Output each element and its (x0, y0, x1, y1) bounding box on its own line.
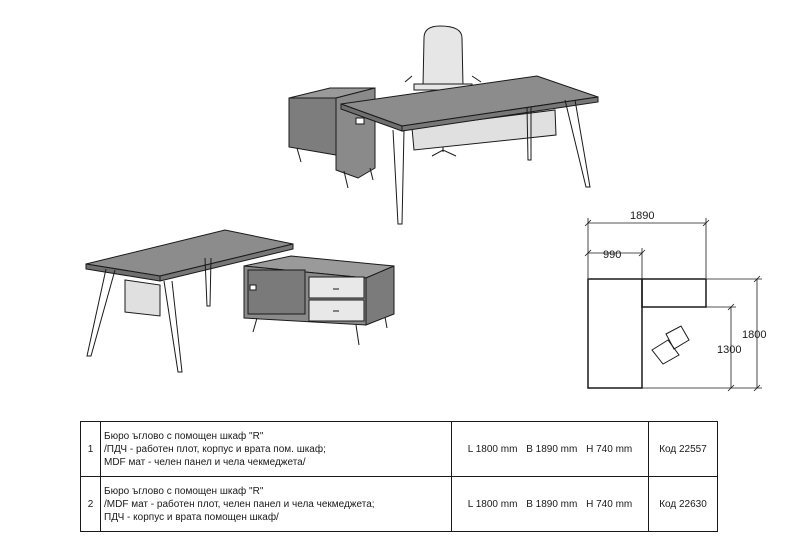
height-value: H 740 mm (586, 498, 633, 510)
dim-label-1300: 1300 (717, 344, 742, 356)
row-number: 2 (81, 477, 101, 532)
width-value: B 1890 mm (526, 498, 578, 510)
product-title: Бюро ъглово с помощен шкаф "R" (104, 485, 264, 497)
product-material-line: /MDF мат - работен плот, челен панел и чела чекмеджета; (104, 498, 375, 510)
product-material-line: MDF мат - челен панел и чела чекмеджета/ (104, 456, 306, 468)
length-value: L 1800 mm (467, 498, 518, 510)
dimension-width-total (585, 218, 709, 278)
product-spec-table (80, 421, 718, 532)
width-value: B 1890 mm (526, 443, 578, 455)
product-material-line: /ПДЧ - работен плот, корпус и врата пом. шкаф; (104, 443, 326, 455)
desk-view-front (86, 230, 394, 372)
plan-desk (588, 279, 642, 388)
product-material-line: ПДЧ - корпус и врата помощен шкаф/ (104, 511, 279, 523)
product-title: Бюро ъглово с помощен шкаф "R" (104, 430, 264, 442)
plan-return (642, 279, 706, 307)
table-row (81, 422, 718, 477)
plan-chair-icon (652, 326, 689, 364)
product-code: Код 22557 (649, 422, 718, 477)
table-row (81, 477, 718, 532)
desk-view-back (289, 26, 598, 224)
product-description (101, 422, 452, 477)
dim-label-1800: 1800 (742, 329, 767, 341)
product-description (101, 477, 452, 532)
product-dimensions (452, 422, 649, 477)
dim-label-990: 990 (603, 249, 622, 261)
credenza (244, 256, 394, 345)
row-number: 1 (81, 422, 101, 477)
length-value: L 1800 mm (467, 443, 518, 455)
product-code: Код 22630 (649, 477, 718, 532)
dim-label-1890: 1890 (630, 210, 655, 222)
floor-plan (585, 218, 762, 391)
product-dimensions (452, 477, 649, 532)
height-value: H 740 mm (586, 443, 633, 455)
